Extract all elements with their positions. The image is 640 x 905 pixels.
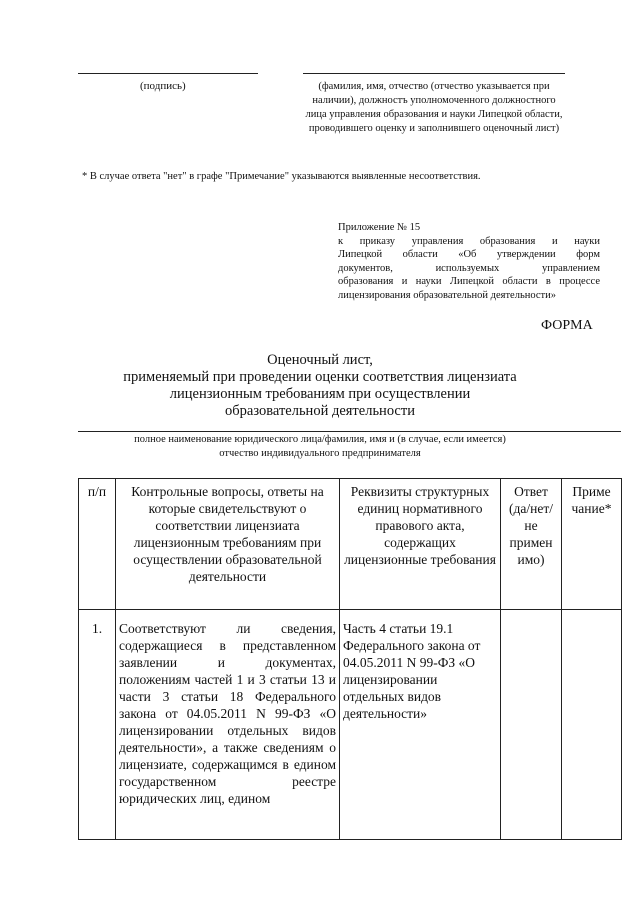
appendix-line-6: лицензирования образовательной деятельности» — [338, 289, 556, 301]
header-note: Приме чание* — [562, 479, 622, 610]
row-requisites: Часть 4 статьи 19.1 Федерального закона от 04.05.2011 N 99-ФЗ «О лицензировании отдельных видов деятельности» — [340, 610, 501, 840]
fio-label: (фамилия, имя, отчество (отчество указывается при наличии), должностъ уполномоченного должностного лица управления образования и науки Липецкой области, проводившего оценку и заполнившего оценочный лист) — [305, 81, 563, 134]
forma-label: ФОРМА — [541, 318, 593, 333]
appendix-line-3: Липецкой области «Об утверждении форм — [338, 249, 600, 260]
appendix-block — [338, 221, 600, 302]
signature-label: (подпись) — [140, 80, 186, 92]
name-line — [78, 431, 621, 432]
name-caption-line-1: полное наименование юридического лица/фамилия, имя и (в случае, если имеется) — [134, 434, 506, 445]
appendix-line-1: Приложение № 15 — [338, 222, 421, 233]
appendix-line-4: документов, используемых управлением — [338, 262, 600, 274]
assessment-table — [78, 478, 622, 840]
appendix-line-2: к приказу управления образования и науки — [338, 235, 600, 247]
title-line-1: Оценочный лист, — [267, 352, 373, 368]
row-answer[interactable] — [501, 610, 562, 840]
title-line-3: лицензионным требованиям при осуществлении — [169, 386, 471, 402]
header-requisites: Реквизиты структурных единиц нормативного правового акта, содержащих лицензионные требования — [340, 479, 501, 610]
signature-line — [78, 73, 258, 74]
name-caption — [20, 433, 620, 461]
appendix-line-5: образования и науки Липецкой области в процессе — [338, 276, 600, 287]
header-questions: Контрольные вопросы, ответы на которые свидетельствуют о соответствии лицензиата лицензионным требованиям при осуществлении образовательной деятельности — [116, 479, 340, 610]
row-question: Соответствуют ли сведения, содержащиеся в представленном заявлении и документах, положениям частей 1 и 3 статьи 13 и части 3 статьи 18 Федерального закона от 04.05.2011 N 99-ФЗ «О лицензировании отдельных видов деятельности», а также сведениям о лицензиате, содержащимся в едином государственном реестре юридических лиц, едином — [116, 610, 340, 840]
header-number: п/п — [79, 479, 116, 610]
document-title — [0, 352, 640, 420]
footnote: * В случае ответа "нет" в графе "Примечание" указываются выявленные несоответствия. — [82, 171, 481, 182]
fio-line — [303, 73, 565, 74]
title-line-4: образовательной деятельности — [225, 403, 415, 419]
row-note[interactable] — [562, 610, 622, 840]
row-number: 1. — [79, 610, 116, 840]
title-line-2: применяемый при проведении оценки соответствия лицензиата — [123, 369, 517, 385]
table-row — [79, 610, 622, 840]
table-header-row — [79, 479, 622, 610]
name-caption-line-2: отчество индивидуального предпринимателя — [219, 448, 421, 459]
header-answer: Ответ (да/нет/ не примен имо) — [501, 479, 562, 610]
